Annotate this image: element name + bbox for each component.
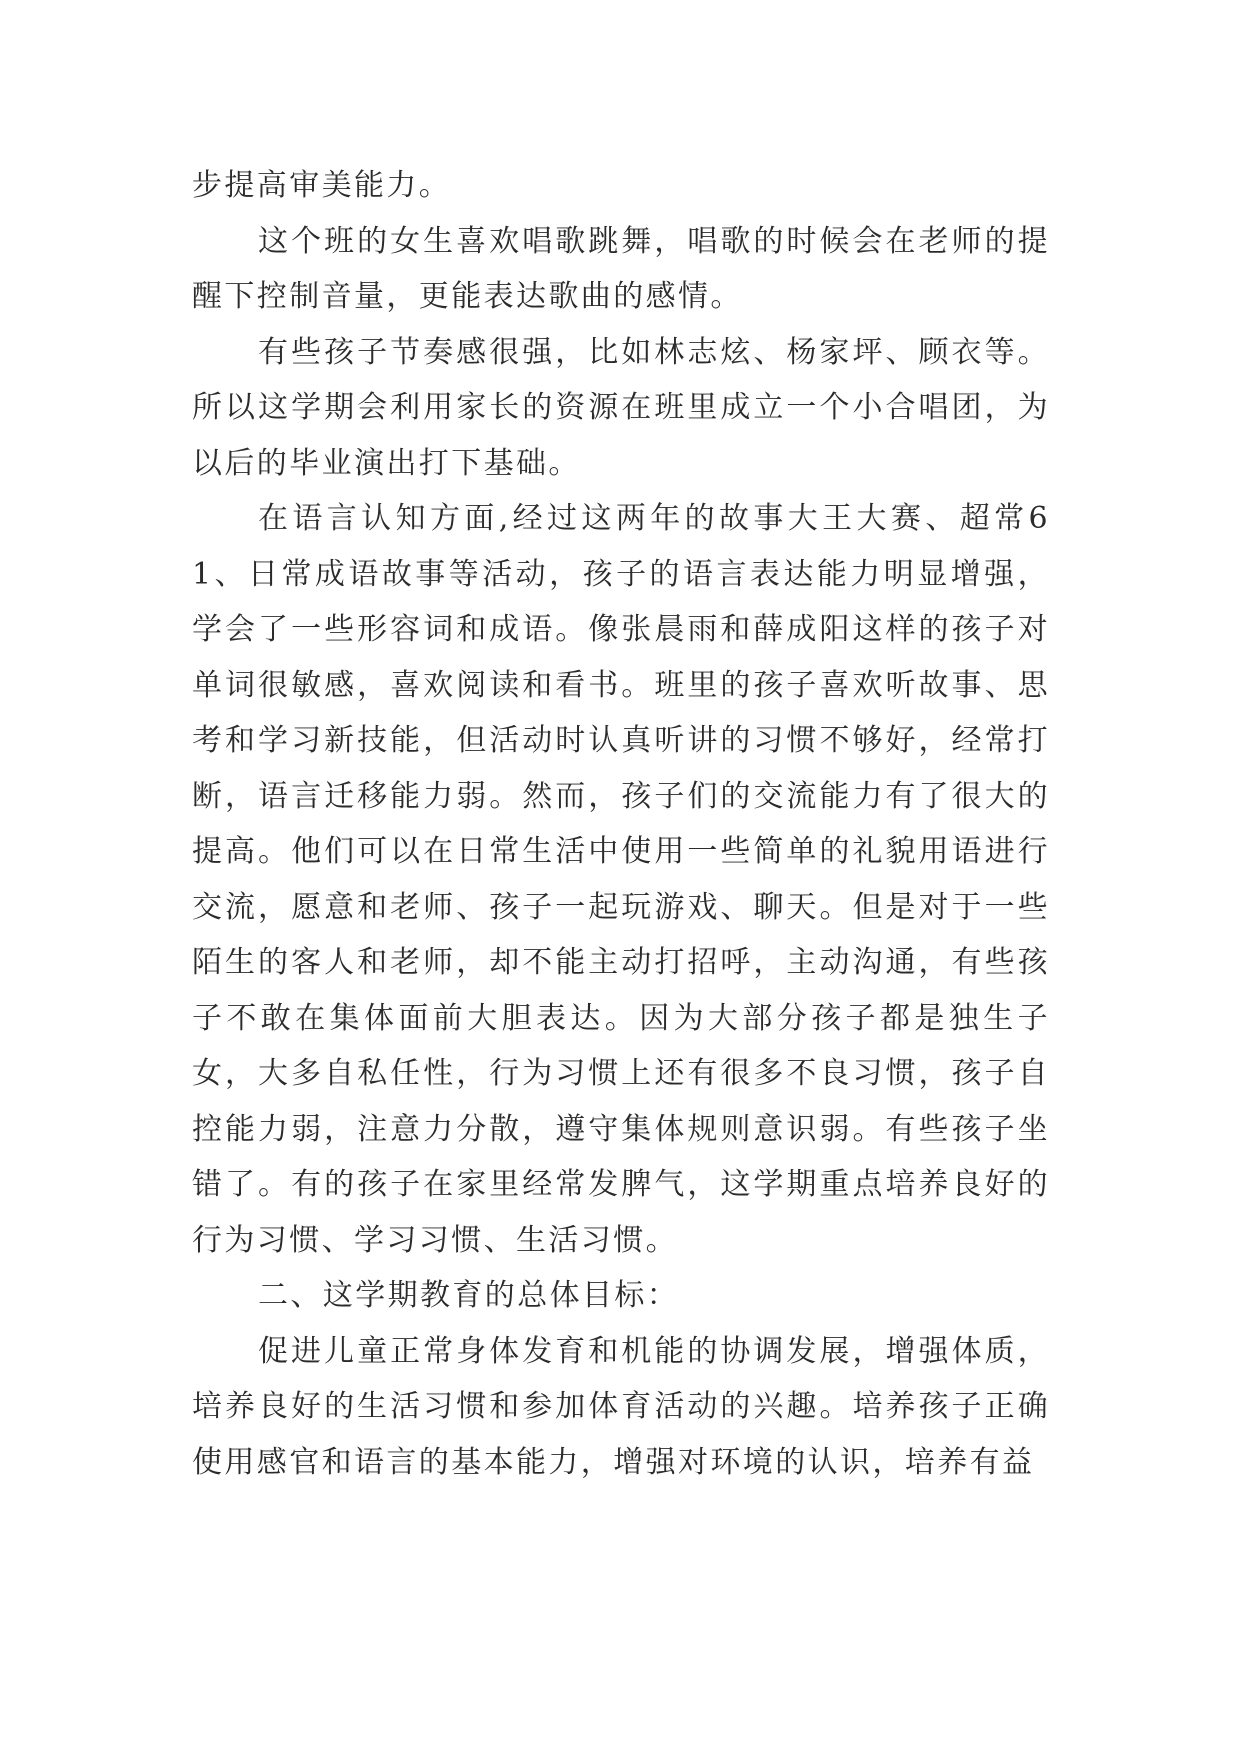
paragraph-1: 步提高审美能力。 [192,168,452,203]
paragraph-5: 促进儿童正常身体发育和机能的协调发展，增强体质，培养良好的生活习惯和参加体育活动的兴趣。培养孩子正确使用感官和语言的基本能力，增强对环境的认识，培养有益 [192,1333,1050,1480]
paragraph-3: 有些孩子节奏感很强，比如林志炫、杨家坪、顾衣等。所以这学期会利用家长的资源在班里成立一个小合唱团，为以后的毕业演出打下基础。 [192,334,1050,481]
paragraph-4: 在语言认知方面,经过这两年的故事大王大赛、超常6 1、日常成语故事等活动，孩子的语言表达能力明显增强，学会了一些形容词和成语。像张晨雨和薛成阳这样的孩子对单词很敏感，喜欢阅读和看书。班里的孩子喜欢听故事、思考和学习新技能，但活动时认真听讲的习惯不够好，经常打断，语言迁移能力弱。然而，孩子们的交流能力有了很大的提高。他们可以在日常生活中使用一些简单的礼貌用语进行交流，愿意和老师、孩子一起玩游戏、聊天。但是对于一些陌生的客人和老师，却不能主动打招呼，主动沟通，有些孩子不敢在集体面前大胆表达。因为大部分孩子都是独生子女，大多自私任性，行为习惯上还有很多不良习惯，孩子自控能力弱，注意力分散，遵守集体规则意识弱。有些孩子坐错了。有的孩子在家里经常发脾气，这学期重点培养良好的行为习惯、学习习惯、生活习惯。 [192,501,1050,1258]
document-body [192,158,1050,1490]
paragraph-2: 这个班的女生喜欢唱歌跳舞，唱歌的时候会在老师的提醒下控制音量，更能表达歌曲的感情。 [192,223,1050,314]
section-heading: 二、这学期教育的总体目标： [258,1278,680,1313]
